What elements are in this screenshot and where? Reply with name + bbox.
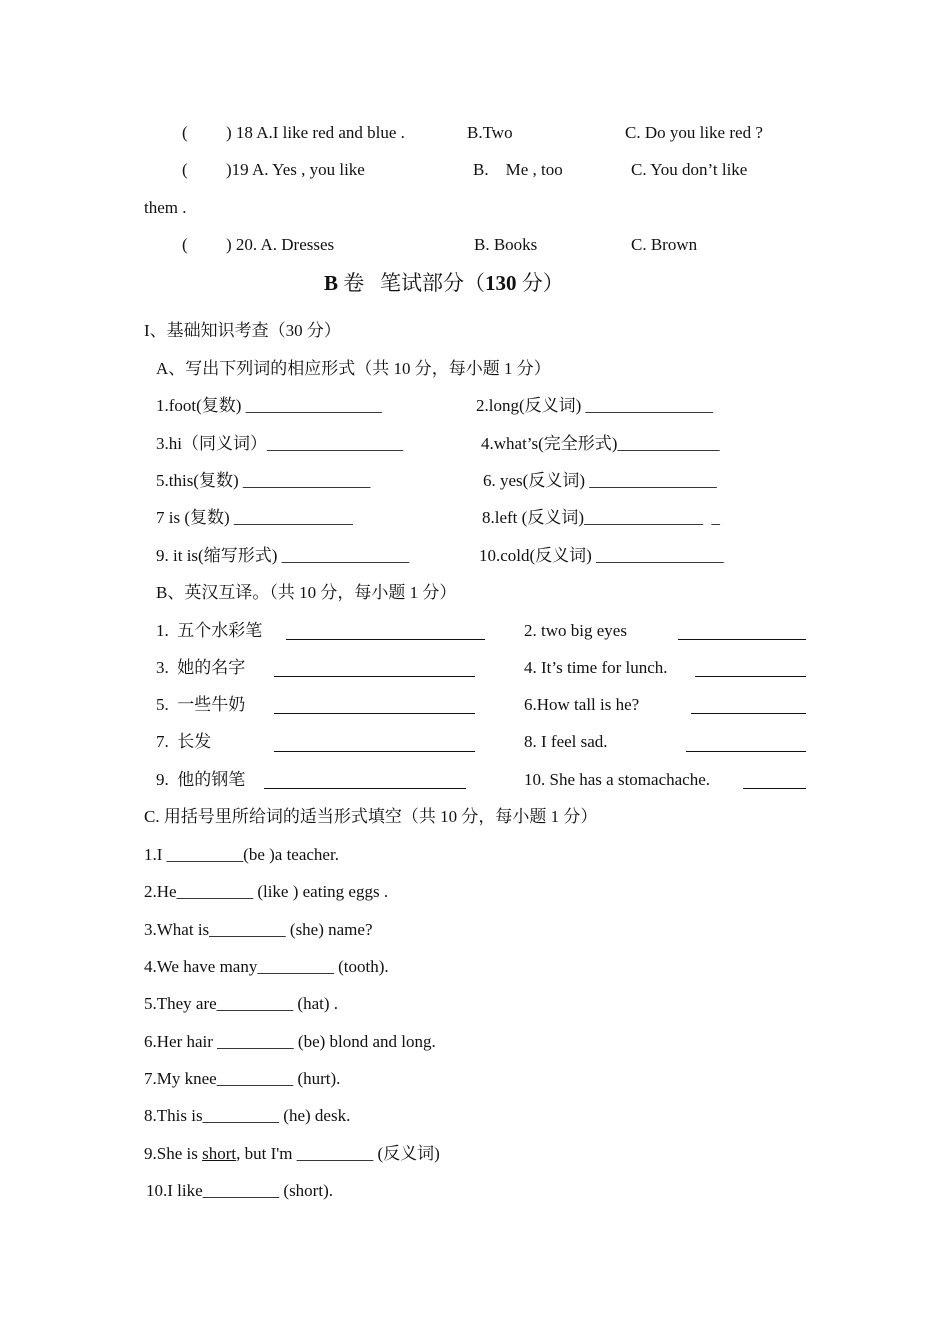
part-b-item-4: 4. It’s time for lunch. <box>524 658 668 677</box>
part-b-item-8: 8. I feel sad. <box>524 732 608 751</box>
choice-18-option-c: C. Do you like red ? <box>625 123 763 142</box>
choice-19-paren: ( <box>182 160 188 179</box>
choice-19-continuation: them . <box>144 198 187 217</box>
part-a-heading: A、写出下列词的相应形式（共 10 分，每小题 1 分） <box>156 359 551 378</box>
part-a-item-3: 3.hi（同义词）________________ <box>156 434 403 453</box>
part-b-item-6: 6.How tall is he? <box>524 695 640 714</box>
section-b-title <box>324 273 564 293</box>
choice-20-option-a: ) 20. A. Dresses <box>226 235 335 254</box>
choice-19-option-b: B. Me , too <box>473 160 563 179</box>
title-score: 130 <box>485 271 517 295</box>
part-a-item-6: 6. yes(反义词) _______________ <box>483 471 717 490</box>
part-b-item-2: 2. two big eyes <box>524 621 627 640</box>
answer-line-b5[interactable] <box>274 713 475 714</box>
choice-20-option-b: B. Books <box>474 235 538 254</box>
part-a-item-4: 4.what’s(完全形式)____________ <box>481 434 720 453</box>
part-c-item-5: 5.They are_________ (hat) . <box>144 994 339 1013</box>
part-c-item-8: 8.This is_________ (he) desk. <box>144 1106 351 1125</box>
part-c-item-2: 2.He_________ (like ) eating eggs . <box>144 882 389 901</box>
choice-19-option-a: )19 A. Yes , you like <box>226 160 365 179</box>
part-c-item-7: 7.My knee_________ (hurt). <box>144 1069 341 1088</box>
part-a-item-2: 2.long(反义词) _______________ <box>476 396 714 415</box>
item-9-prefix: 9.She is <box>144 1144 203 1163</box>
part-a-item-8: 8.left (反义词)______________ _ <box>482 508 720 527</box>
answer-line-b10[interactable] <box>743 788 806 789</box>
answer-line-b1[interactable] <box>286 639 485 640</box>
answer-line-b3[interactable] <box>274 676 475 677</box>
item-9-underlined-word: short <box>202 1144 237 1163</box>
part-c-item-9 <box>144 1144 440 1164</box>
part-b-item-10: 10. She has a stomachache. <box>524 770 710 789</box>
part-c-heading: C. 用括号里所给词的适当形式填空（共 10 分，每小题 1 分） <box>144 807 598 826</box>
part-b-item-9: 9. 他的钢笔 <box>156 770 246 789</box>
part-b-item-1: 1. 五个水彩笔 <box>156 621 263 640</box>
title-text1: 卷 笔试部分（ <box>338 271 486 295</box>
part-b-item-7: 7. 长发 <box>156 732 212 751</box>
choice-20-paren: ( <box>182 235 188 254</box>
title-b: B <box>324 271 339 295</box>
title-text2: 分） <box>516 271 564 295</box>
answer-line-b2[interactable] <box>678 639 806 640</box>
part-a-item-1: 1.foot(复数) ________________ <box>156 396 382 415</box>
choice-18-option-a: ) 18 A.I like red and blue . <box>226 123 405 142</box>
part-c-item-10: 10.I like_________ (short). <box>146 1181 333 1200</box>
part-b-heading: B、英汉互译。（共 10 分，每小题 1 分） <box>156 583 457 602</box>
part-1-heading: I、基础知识考查（30 分） <box>144 321 341 340</box>
part-b-item-3: 3. 她的名字 <box>156 658 246 677</box>
part-c-item-4: 4.We have many_________ (tooth). <box>144 957 389 976</box>
part-a-item-7: 7 is (复数) ______________ <box>156 508 353 527</box>
answer-line-b9[interactable] <box>264 788 466 789</box>
answer-line-b6[interactable] <box>691 713 806 714</box>
part-c-item-6: 6.Her hair _________ (be) blond and long. <box>144 1032 436 1051</box>
part-c-item-1: 1.I _________(be )a teacher. <box>144 845 339 864</box>
part-b-item-5: 5. 一些牛奶 <box>156 695 246 714</box>
answer-line-b8[interactable] <box>686 751 806 752</box>
part-c-item-3: 3.What is_________ (she) name? <box>144 920 373 939</box>
item-9-suffix: , but I'm _________ (反义词) <box>236 1144 440 1163</box>
part-a-item-9: 9. it is(缩写形式) _______________ <box>156 546 410 565</box>
choice-18-option-b: B.Two <box>467 123 513 142</box>
answer-line-b7[interactable] <box>274 751 475 752</box>
choice-18-paren: ( <box>182 123 188 142</box>
part-a-item-10: 10.cold(反义词) _______________ <box>479 546 724 565</box>
part-a-item-5: 5.this(复数) _______________ <box>156 471 371 490</box>
answer-line-b4[interactable] <box>695 676 806 677</box>
choice-19-option-c: C. You don’t like <box>631 160 748 179</box>
choice-20-option-c: C. Brown <box>631 235 698 254</box>
